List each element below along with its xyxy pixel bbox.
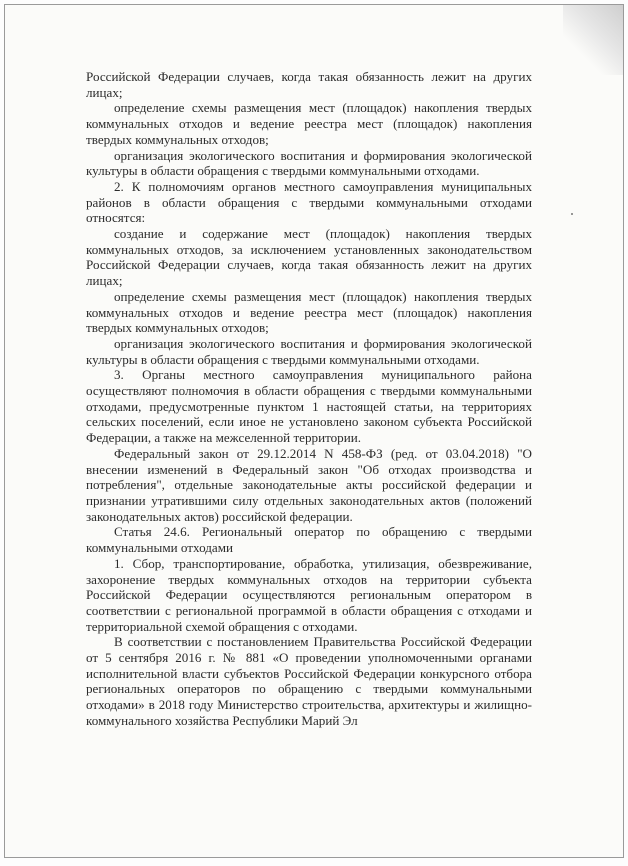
scan-speck: [571, 213, 573, 215]
paragraph: организация экологического воспитания и формирования экологической культуры в области обращения с твердыми коммунальными отходами.: [86, 335, 532, 367]
paragraph: определение схемы размещения мест (площадок) накопления твердых коммунальных отходов и ведение реестра мест (площадок) накопления твердых коммунальных отходов;: [86, 288, 532, 336]
paragraph: 3. Органы местного самоуправления муниципального района осуществляют полномочия в области обращения с твердыми коммунальными отходами, предусмотренные пунктом 1 настоящей статьи, на территориях сельских поселений, если иное не установлено законом субъекта Российской Федерации, а также на межселенной территории.: [86, 367, 532, 446]
paragraph: 2. К полномочиям органов местного самоуправления муниципальных районов в области обращения с твердыми коммунальными отходами относятся:: [86, 178, 532, 226]
page-fold-shadow: [563, 5, 623, 75]
paragraph: Федеральный закон от 29.12.2014 N 458-ФЗ (ред. от 03.04.2018) "О внесении изменений в Федеральный закон "Об отходах производства и потребления", отдельные законодательные акты российской федерации и признании утратившими силу отдельных законодательных актов (положений законодательных актов) российской федерации.: [86, 445, 532, 524]
paragraph: организация экологического воспитания и формирования экологической культуры в области обращения с твердыми коммунальными отходами.: [86, 147, 532, 179]
article-heading: Статья 24.6. Региональный оператор по обращению с твердыми коммунальными отходами: [86, 524, 532, 556]
paragraph-continuation: Российской Федерации случаев, когда такая обязанность лежит на других лицах;: [86, 69, 532, 100]
paragraph: В соответствии с постановлением Правительства Российской Федерации от 5 сентября 2016 г. № 881 «О проведении уполномоченными органами исполнительной власти субъектов Российской Федерации конкурсного отбора региональных операторов по обращению с твердыми коммунальными отходами» в 2018 году Министерство строительства, архитектуры и жилищно-коммунального хозяйства Республики Марий Эл: [86, 634, 532, 728]
paragraph: определение схемы размещения мест (площадок) накопления твердых коммунальных отходов и ведение реестра мест (площадок) накопления твердых коммунальных отходов;: [86, 100, 532, 147]
paragraph: создание и содержание мест (площадок) накопления твердых коммунальных отходов, за исключением установленных законодательством Российской Федерации случаев, когда такая обязанность лежит на других лицах;: [86, 226, 532, 289]
document-body: [86, 69, 532, 729]
paragraph: 1. Сбор, транспортирование, обработка, утилизация, обезвреживание, захоронение твердых коммунальных отходов на территории субъекта Российской Федерации осуществляются региональным оператором в соответствии с региональной программой в области обращения с отходами и территориальной схемой обращения с отходами.: [86, 555, 532, 634]
document-page: [4, 4, 624, 858]
